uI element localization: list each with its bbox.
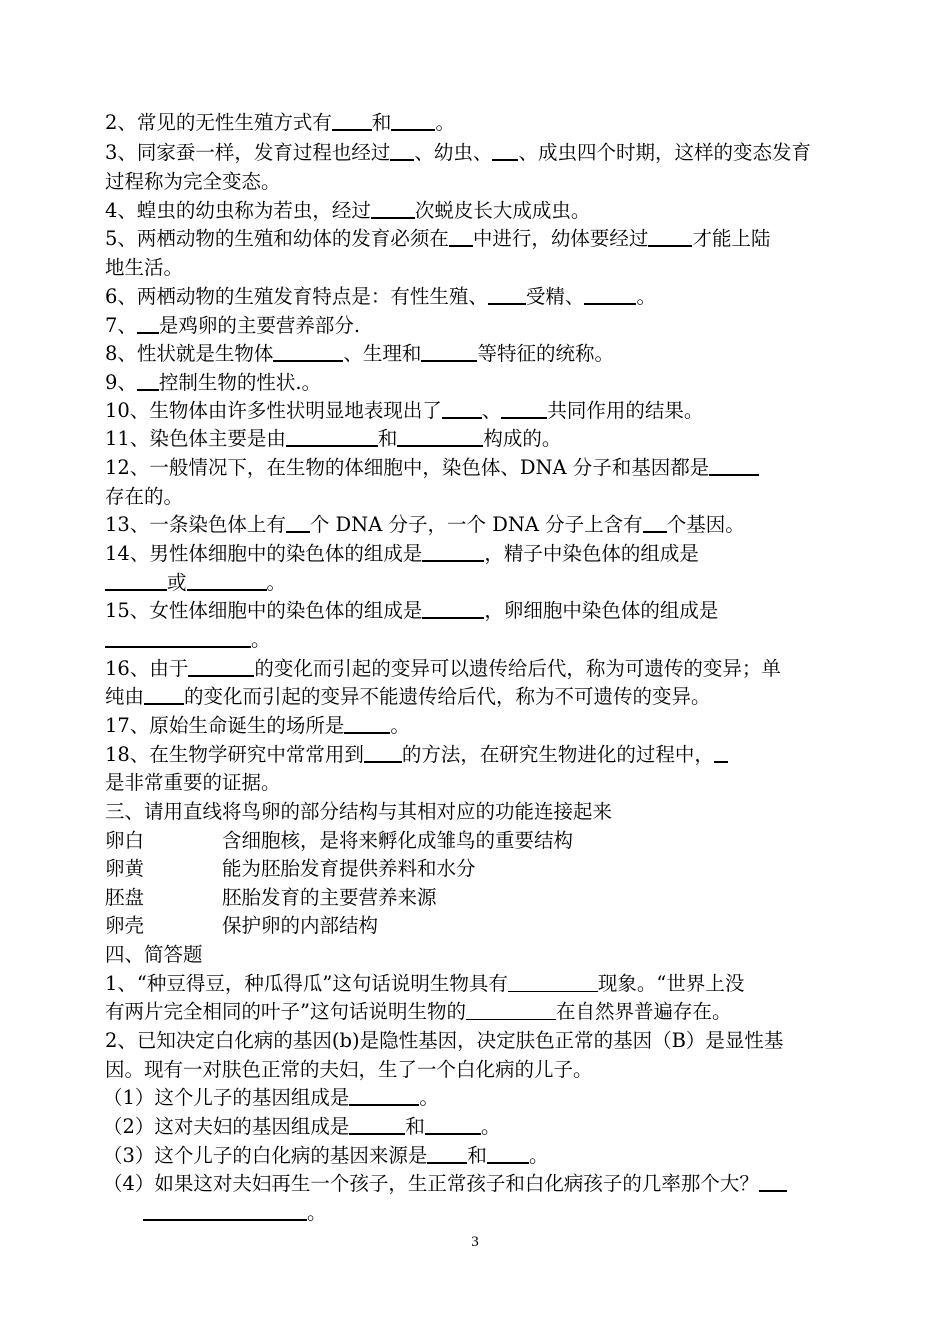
sa1-text-c: 有两片完全相同的叶子”这句话说明生物的 <box>105 1000 466 1023</box>
question-17 <box>105 714 410 738</box>
blank <box>137 314 159 334</box>
q14-text-a: 14、男性体细胞中的染色体的组成是 <box>105 542 423 565</box>
question-18 <box>105 743 728 767</box>
question-12-line-2 <box>105 485 183 509</box>
question-16-line-2 <box>105 685 711 709</box>
sub-question-4-line-2 <box>143 1201 327 1225</box>
q13-text-c: 个基因。 <box>666 513 745 536</box>
blank <box>442 399 482 419</box>
question-14-line-2 <box>105 571 286 595</box>
q2-text-b: 和 <box>371 111 392 134</box>
q13-text-b: 个 DNA 分子，一个 DNA 分子上含有 <box>309 513 643 536</box>
blank <box>273 342 343 362</box>
blank <box>427 1144 467 1164</box>
sub4-text-a: （4）如果这对夫妇再生一个孩子，生正常孩子和白化病孩子的几率那个大？ <box>103 1172 759 1195</box>
blank <box>286 427 378 447</box>
blank <box>421 342 477 362</box>
blank <box>488 285 526 305</box>
section-3-title: 三、请用直线将鸟卵的部分结构与其相对应的功能连接起来 <box>105 800 613 823</box>
blank <box>144 685 184 705</box>
sub1-text-a: （1）这个儿子的基因组成是 <box>103 1086 350 1109</box>
question-15 <box>105 599 718 623</box>
question-15-line-2 <box>105 628 271 652</box>
sub-question-2 <box>103 1115 500 1139</box>
blank <box>391 111 435 131</box>
q5-text-d: 地生活。 <box>105 256 184 279</box>
egg-function-label: 保护卵的内部结构 <box>222 914 379 937</box>
blank <box>714 743 728 763</box>
q15-text-a: 15、女性体细胞中的染色体的组成是 <box>105 599 423 622</box>
q12-text-b: 存在的。 <box>105 485 184 508</box>
question-5-line-2 <box>105 256 183 280</box>
question-13 <box>105 513 745 537</box>
egg-function-label: 胚胎发育的主要营养来源 <box>222 886 437 909</box>
blank <box>449 227 473 247</box>
q11-text-b: 和 <box>377 427 398 450</box>
sub3-text-a: （3）这个儿子的白化病的基因来源是 <box>103 1144 428 1167</box>
q12-text-a: 12、一般情况下，在生物的体细胞中，染色体、DNA 分子和基因都是 <box>105 456 710 479</box>
q4-text-a: 4、蝗虫的幼虫称为若虫，经过 <box>105 199 371 222</box>
blank <box>187 571 267 591</box>
question-11 <box>105 427 561 451</box>
blank <box>508 973 598 992</box>
egg-function-label: 含细胞核，是将来孵化成雏鸟的重要结构 <box>222 829 574 852</box>
egg-function-label: 能为胚胎发育提供养料和水分 <box>222 857 476 880</box>
short-answer-2: 2、已知决定白化病的基因(b)是隐性基因，决定肤色正常的基因（B）是显性基 <box>105 1029 784 1052</box>
q13-text-a: 13、一条染色体上有 <box>105 513 286 536</box>
q11-text-a: 11、染色体主要是由 <box>105 427 286 450</box>
question-10 <box>105 399 703 423</box>
sub2-text-a: （2）这对夫妇的基因组成是 <box>103 1115 350 1138</box>
question-3-line-2 <box>105 170 281 194</box>
question-9 <box>105 371 321 395</box>
blank <box>349 1086 419 1106</box>
q18-text-a: 18、在生物学研究中常常用到 <box>105 743 364 766</box>
blank <box>349 1115 405 1135</box>
q17-text-b: 。 <box>390 714 410 737</box>
blank <box>371 199 415 219</box>
q15-text-c: 。 <box>251 628 271 651</box>
blank <box>332 111 372 131</box>
blank <box>501 399 547 419</box>
q15-text-b: ，卵细胞中染色体的组成是 <box>484 599 719 622</box>
q8-text-c: 等特征的统称。 <box>477 342 614 365</box>
blank <box>759 1172 787 1192</box>
blank <box>466 1001 556 1020</box>
q14-text-c: 或 <box>167 571 187 594</box>
q5-text-a: 5、两栖动物的生殖和幼体的发育必须在 <box>105 227 449 250</box>
sub3-text-b: 和 <box>467 1144 487 1167</box>
sub-question-3 <box>103 1144 548 1168</box>
q3-text-c: 、成虫四个时期，这样的变态发育 <box>518 141 811 164</box>
question-4 <box>105 199 590 223</box>
q10-text-a: 10、生物体由许多性状明显地表现出了 <box>105 399 442 422</box>
blank <box>364 743 402 763</box>
short-answer-1 <box>105 972 744 996</box>
blank <box>188 657 254 677</box>
q14-text-d: 。 <box>266 571 287 594</box>
short-answer-1-line-2 <box>105 1000 732 1024</box>
q14-text-b: ，精子中染色体的组成是 <box>484 542 699 565</box>
q2-text-a: 2、常见的无性生殖方式有 <box>105 111 332 134</box>
short-answer-2-line-2: 因。现有一对肤色正常的夫妇，生了一个白化病的儿子。 <box>105 1058 593 1081</box>
q6-text-c: 。 <box>636 285 656 308</box>
blank <box>643 513 667 533</box>
egg-part-label: 胚盘 <box>105 886 145 909</box>
q10-text-b: 、 <box>481 399 502 422</box>
match-row <box>105 857 805 881</box>
q3-text-b: 、幼虫、 <box>414 141 493 164</box>
q5-text-b: 中进行，幼体要经过 <box>472 227 649 250</box>
blank <box>390 141 414 161</box>
page-number: 3 <box>471 1234 479 1250</box>
question-5 <box>105 227 770 251</box>
blank <box>492 141 518 161</box>
blank <box>709 456 759 476</box>
egg-part-label: 卵壳 <box>105 914 145 937</box>
q5-text-c: 才能上陆 <box>692 227 771 250</box>
blank <box>422 542 484 562</box>
q11-text-c: 构成的。 <box>483 427 562 450</box>
question-18-line-2 <box>105 771 281 795</box>
sub2-text-b: 和 <box>405 1115 425 1138</box>
sub4-text-b: 。 <box>307 1201 327 1224</box>
q16-text-a: 16、由于 <box>105 657 189 680</box>
sub1-text-b: 。 <box>419 1086 439 1109</box>
blank <box>137 371 159 391</box>
sa1-text-b: 现象。“世界上没 <box>597 972 745 995</box>
q6-text-a: 6、两栖动物的生殖发育特点是：有性生殖、 <box>105 285 488 308</box>
q16-text-d: 的变化而引起的变异不能遗传给后代，称为不可遗传的变异。 <box>184 685 711 708</box>
question-6 <box>105 285 656 309</box>
match-row <box>105 914 805 938</box>
q17-text-a: 17、原始生命诞生的场所是 <box>105 714 345 737</box>
blank <box>143 1201 307 1221</box>
blank <box>286 513 310 533</box>
blank <box>397 427 483 447</box>
q3-text-d: 过程称为完全变态。 <box>105 170 281 193</box>
q7-text-a: 7、 <box>105 314 137 337</box>
q8-text-a: 8、性状就是生物体 <box>105 342 274 365</box>
blank <box>648 227 692 247</box>
q9-text-a: 9、 <box>105 371 137 394</box>
egg-part-label: 卵白 <box>105 829 145 852</box>
sa1-text-a: 1、“种豆得豆，种瓜得瓜”这句话说明生物具有 <box>105 972 508 995</box>
match-row <box>105 886 805 910</box>
q10-text-c: 共同作用的结果。 <box>547 399 704 422</box>
q3-text-a: 3、同家蚕一样，发育过程也经过 <box>105 141 391 164</box>
q2-text-c: 。 <box>435 111 455 134</box>
sub-question-4 <box>103 1172 787 1196</box>
question-8 <box>105 342 614 366</box>
q6-text-b: 受精、 <box>525 285 585 308</box>
sub2-text-c: 。 <box>480 1115 501 1138</box>
q18-text-b: 的方法，在研究生物进化的过程中， <box>401 743 714 766</box>
question-7 <box>105 314 360 338</box>
question-14 <box>105 542 699 566</box>
q16-text-b: 的变化而引起的变异可以遗传给后代，称为可遗传的变异；单 <box>254 657 781 680</box>
q4-text-b: 次蜕皮长大成成虫。 <box>414 199 591 222</box>
question-16 <box>105 657 781 681</box>
q7-text-b: 是鸡卵的主要营养部分. <box>158 314 361 337</box>
sa1-text-d: 在自然界普遍存在。 <box>555 1000 732 1023</box>
section-4-title: 四、简答题 <box>105 943 203 966</box>
question-12 <box>105 456 759 480</box>
sub3-text-c: 。 <box>528 1144 549 1167</box>
blank <box>105 628 251 648</box>
match-row <box>105 829 805 853</box>
blank <box>487 1144 529 1164</box>
egg-part-label: 卵黄 <box>105 857 145 880</box>
question-3 <box>105 141 811 165</box>
blank <box>584 285 636 305</box>
question-2 <box>105 111 455 135</box>
blank <box>422 599 484 619</box>
q18-text-c: 是非常重要的证据。 <box>105 771 281 794</box>
blank <box>344 714 390 734</box>
q16-text-c: 纯由 <box>105 685 145 708</box>
q9-text-b: 控制生物的性状.。 <box>158 371 322 394</box>
blank <box>105 571 167 591</box>
blank <box>425 1115 481 1135</box>
q8-text-b: 、生理和 <box>343 342 422 365</box>
sub-question-1 <box>103 1086 439 1110</box>
